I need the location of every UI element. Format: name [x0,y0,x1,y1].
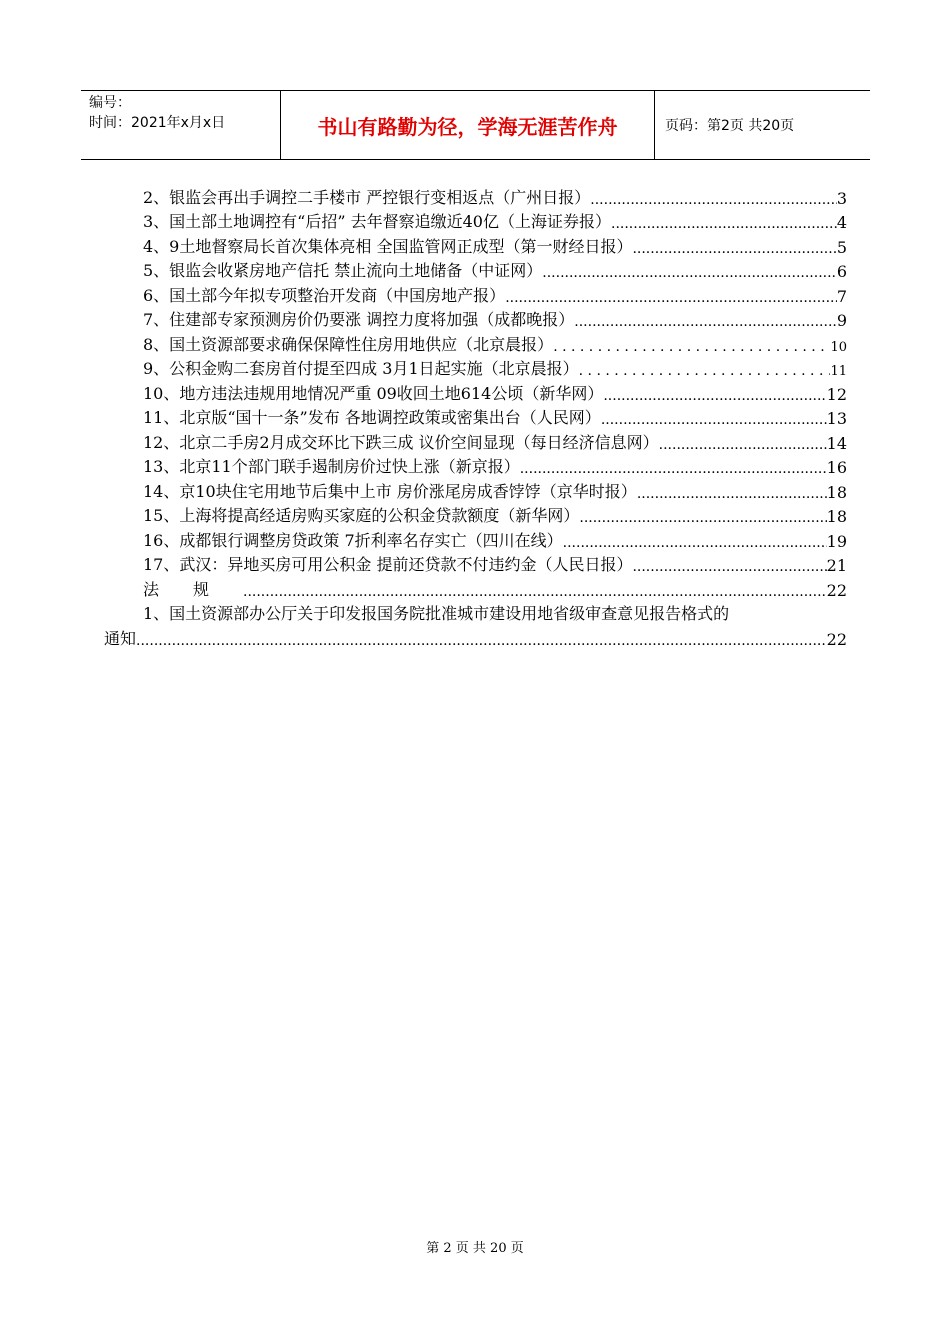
header-motto: 书山有路勤为径，学海无涯苦作舟 [281,91,655,159]
page-footer: 第 2 页 共 20 页 [426,1241,524,1256]
toc-page: 22 [826,580,847,600]
toc-entry[interactable] [104,551,847,576]
toc-leader [611,216,837,232]
toc-page: 7 [836,286,847,306]
page-header [81,90,870,160]
law-char-1: 法 [143,579,160,599]
toc-entry-law[interactable] [104,575,847,600]
toc-page: 11 [830,364,847,379]
toc-title: 15、上海将提高经适房购买家庭的公积金贷款额度（新华网） [143,506,580,525]
toc-page: 21 [826,556,847,575]
toc-leader [601,412,827,428]
toc-page: 14 [826,433,847,453]
toc-title: 6、国土部今年拟专项整治开发商（中国房地产报） [143,285,506,305]
toc-leader [637,486,827,502]
toc-entry[interactable] [104,281,847,306]
toc-leader [603,388,826,404]
toc-entry-notice[interactable] [104,600,847,649]
toc-entry[interactable] [104,355,847,380]
toc-page: 13 [826,409,847,428]
time-label: 时间：2021年x月x日 [89,115,226,131]
toc-entry[interactable] [104,477,847,502]
toc-title: 12、北京二手房2月成交环比下跌三成 议价空间显现（每日经济信息网） [143,432,659,452]
notice-line-2: 通知 [104,628,137,648]
header-info-cell [81,91,281,159]
toc-entry[interactable] [104,183,847,208]
toc-leader [579,363,831,379]
law-char-2: 规 [193,579,210,599]
toc-entry[interactable] [104,502,847,527]
toc-leader [579,510,826,526]
toc-title [104,577,243,600]
toc-entry[interactable] [104,306,847,331]
number-label: 编号： [89,95,131,111]
toc-page: 16 [826,458,847,477]
table-of-contents [104,183,847,649]
toc-title: 3、国土部土地调控有“后招” 去年督察追缴近40亿（上海证券报） [143,212,611,231]
toc-title: 11、北京版“国十一条”发布 各地调控政策或密集出台（人民网） [143,408,601,427]
toc-leader [520,461,827,477]
toc-page: 6 [836,262,847,281]
toc-page: 12 [826,384,847,404]
toc-page: 22 [826,629,847,649]
toc-leader [563,535,827,551]
toc-title: 9、公积金购二套房首付提至四成 3月1日起实施（北京晨报） [143,359,579,378]
toc-page: 9 [836,311,847,330]
notice-line-1: 1、国土资源部办公厅关于印发报国务院批准城市建设用地省级审查意见报告格式的 [143,604,730,623]
toc-page: 18 [826,482,847,502]
toc-page: 4 [836,213,847,232]
toc-title: 8、国土资源部要求确保保障性住房用地供应（北京晨报） [143,334,554,354]
toc-leader [659,437,827,453]
toc-entry[interactable] [104,404,847,429]
toc-leader [632,241,836,257]
toc-title: 16、成都银行调整房贷政策 7折利率名存实亡（四川在线） [143,530,563,550]
toc-leader [136,633,827,649]
toc-title: 14、京10块住宅用地节后集中上市 房价涨尾房成香饽饽（京华时报） [143,481,637,501]
toc-title: 4、9土地督察局长首次集体亮相 全国监管网正成型（第一财经日报） [143,236,633,256]
toc-page: 10 [830,339,847,355]
toc-entry[interactable] [104,208,847,233]
toc-leader [553,339,830,355]
toc-entry[interactable] [104,330,847,355]
toc-page: 19 [826,531,847,551]
toc-title: 13、北京11个部门联手遏制房价过快上涨（新京报） [143,457,520,476]
toc-leader [243,584,827,600]
toc-entry[interactable] [104,453,847,478]
toc-page: 3 [836,188,847,208]
toc-entry[interactable] [104,526,847,551]
toc-title: 17、武汉：异地买房可用公积金 提前还贷款不付违约金（人民日报） [143,555,633,574]
notice-line-2-row [104,624,847,649]
toc-leader [542,265,837,281]
toc-title: 7、住建部专家预测房价仍要涨 调控力度将加强（成都晚报） [143,310,575,329]
toc-title: 5、银监会收紧房地产信托 禁止流向土地储备（中证网） [143,261,543,280]
toc-leader [590,192,837,208]
toc-entry[interactable] [104,428,847,453]
toc-entry[interactable] [104,379,847,404]
toc-title: 10、地方违法违规用地情况严重 09收回土地614公顷（新华网） [143,383,604,403]
toc-leader [574,314,837,330]
toc-leader [632,559,826,575]
header-page-code: 页码：第2页 共20页 [665,118,795,134]
toc-entry[interactable] [104,257,847,282]
toc-page: 5 [836,237,847,257]
toc-entry[interactable] [104,232,847,257]
toc-leader [505,290,837,306]
toc-page: 18 [826,507,847,526]
toc-title: 2、银监会再出手调控二手楼市 严控银行变相返点（广州日报） [143,187,591,207]
